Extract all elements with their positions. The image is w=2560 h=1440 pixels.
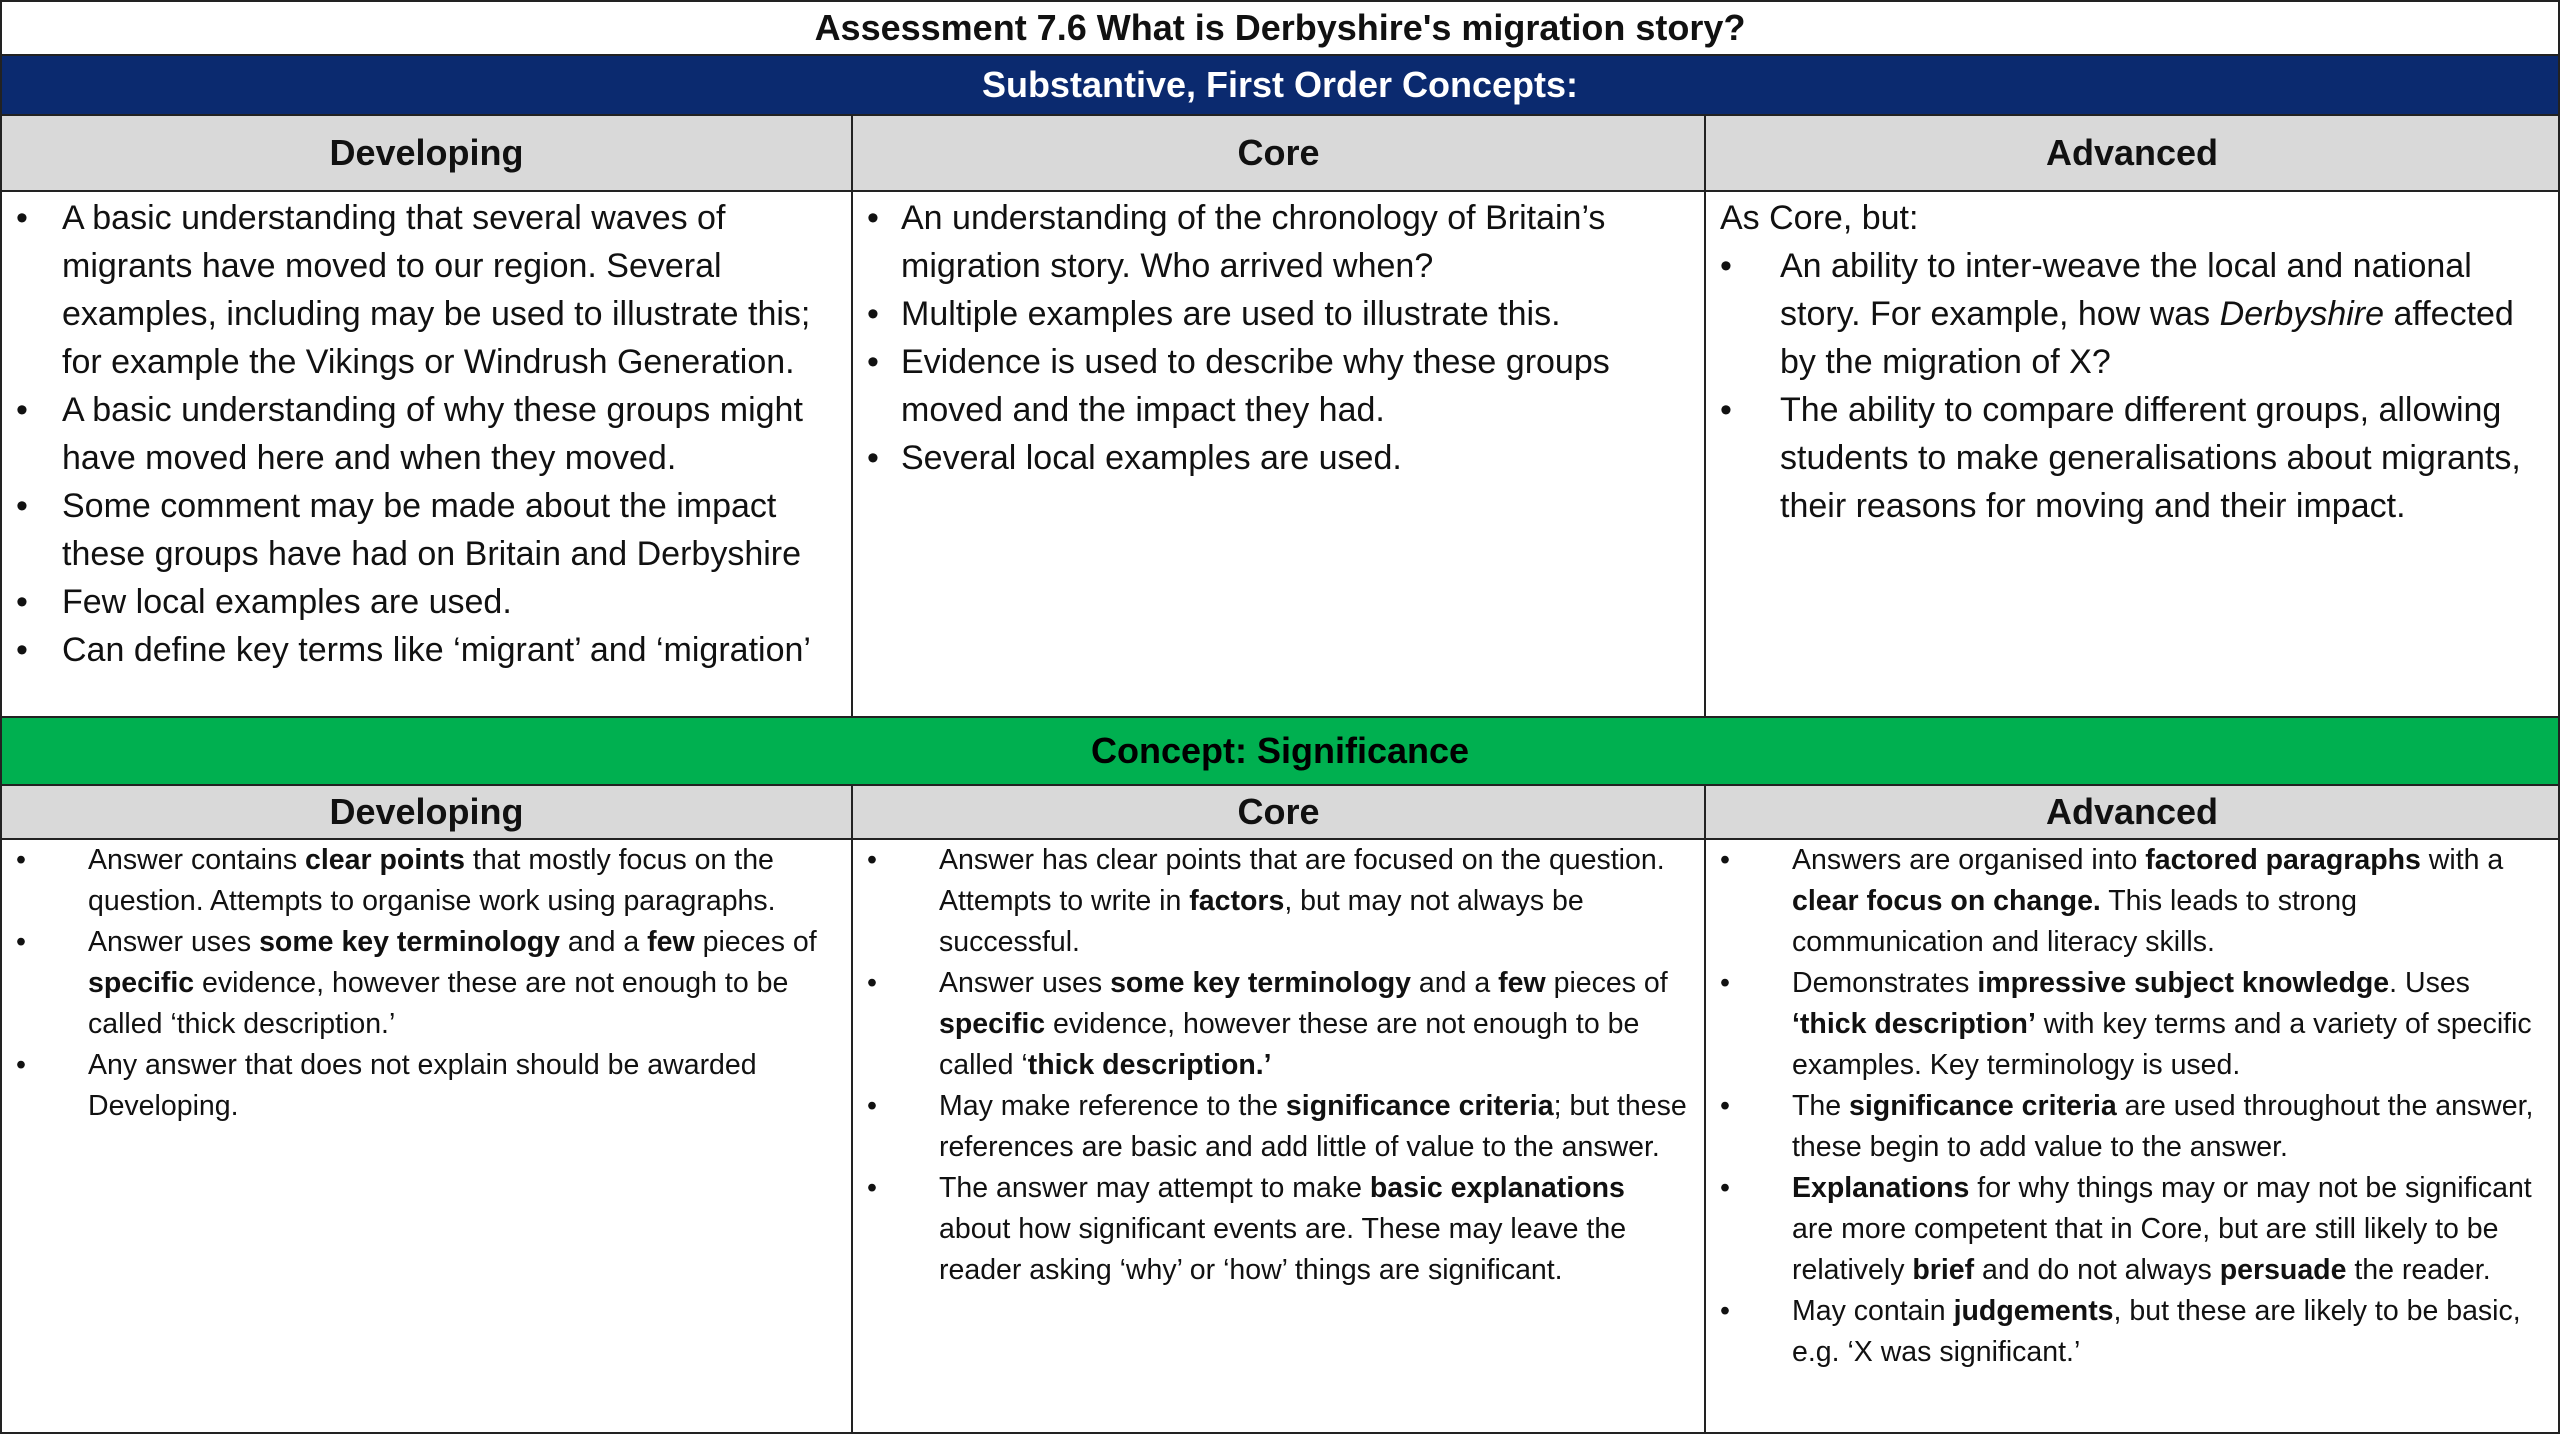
header-developing: Developing [0,786,853,838]
list-item: • A basic understanding of why these groups might have moved here and when they moved. [2,386,837,482]
header-developing: Developing [0,116,853,190]
list-item: • Few local examples are used. [2,578,837,626]
section1-header-row [0,114,2560,192]
advanced-criteria [1706,192,2560,716]
list-item: • May make reference to the significance criteria; but these references are basic and add little of value to the answer. [853,1086,1704,1168]
list-item: • An ability to inter-weave the local and national story. For example, how was Derbyshire affected by the migration of X? [1706,242,2544,386]
section2-header-row [0,784,2560,840]
header-advanced: Advanced [1706,786,2560,838]
section-band-substantive: Substantive, First Order Concepts: [0,56,2560,114]
section2-body-row [0,840,2560,1434]
list-item: • Answers are organised into factored paragraphs with a clear focus on change. This leads to strong communication and literacy skills. [1706,840,2558,963]
significance-advanced [1706,840,2560,1432]
section1-body-row [0,192,2560,716]
list-item: • Explanations for why things may or may not be significant are more competent that in Core, but are still likely to be relatively brief and do not always persuade the reader. [1706,1168,2558,1291]
page-title: Assessment 7.6 What is Derbyshire's migration story? [0,0,2560,56]
list-item: • Answer has clear points that are focused on the question. Attempts to write in factors, but may not always be successful. [853,840,1704,963]
list-item: • Demonstrates impressive subject knowledge. Uses ‘thick description’ with key terms and a variety of specific examples. Key terminology is used. [1706,963,2558,1086]
list-item: • The answer may attempt to make basic explanations about how significant events are. These may leave the reader asking ‘why’ or ‘how’ things are significant. [853,1168,1704,1291]
list-item: • The significance criteria are used throughout the answer, these begin to add value to the answer. [1706,1086,2558,1168]
significance-developing [0,840,853,1432]
list-item: • Can define key terms like ‘migrant’ and ‘migration’ [2,626,837,674]
list-item: • Evidence is used to describe why these groups moved and the impact they had. [853,338,1690,434]
list-item: • Answer uses some key terminology and a few pieces of specific evidence, however these are not enough to be called ‘thick description.’ [2,922,851,1045]
list-item: • Answer contains clear points that mostly focus on the question. Attempts to organise work using paragraphs. [2,840,851,922]
header-core: Core [853,786,1706,838]
list-item: • Answer uses some key terminology and a few pieces of specific evidence, however these are not enough to be called ‘thick description.’ [853,963,1704,1086]
list-item: • Several local examples are used. [853,434,1690,482]
list-item: • The ability to compare different groups, allowing students to make generalisations about migrants, their reasons for moving and their impact. [1706,386,2544,530]
advanced-intro: As Core, but: [1720,199,1919,237]
list-item: • May contain judgements, but these are likely to be basic, e.g. ‘X was significant.’ [1706,1291,2558,1373]
developing-criteria [0,192,853,716]
significance-core [853,840,1706,1432]
header-advanced: Advanced [1706,116,2560,190]
section-band-significance: Concept: Significance [0,716,2560,784]
list-item: • A basic understanding that several waves of migrants have moved to our region. Several examples, including may be used to illustrate this; for example the Vikings or Windrush Generation. [2,194,837,386]
list-item: • An understanding of the chronology of Britain’s migration story. Who arrived when? [853,194,1690,290]
list-item: • Any answer that does not explain should be awarded Developing. [2,1045,851,1127]
list-item: • Multiple examples are used to illustrate this. [853,290,1690,338]
list-item: • Some comment may be made about the impact these groups have had on Britain and Derbyshire [2,482,837,578]
core-criteria [853,192,1706,716]
header-core: Core [853,116,1706,190]
